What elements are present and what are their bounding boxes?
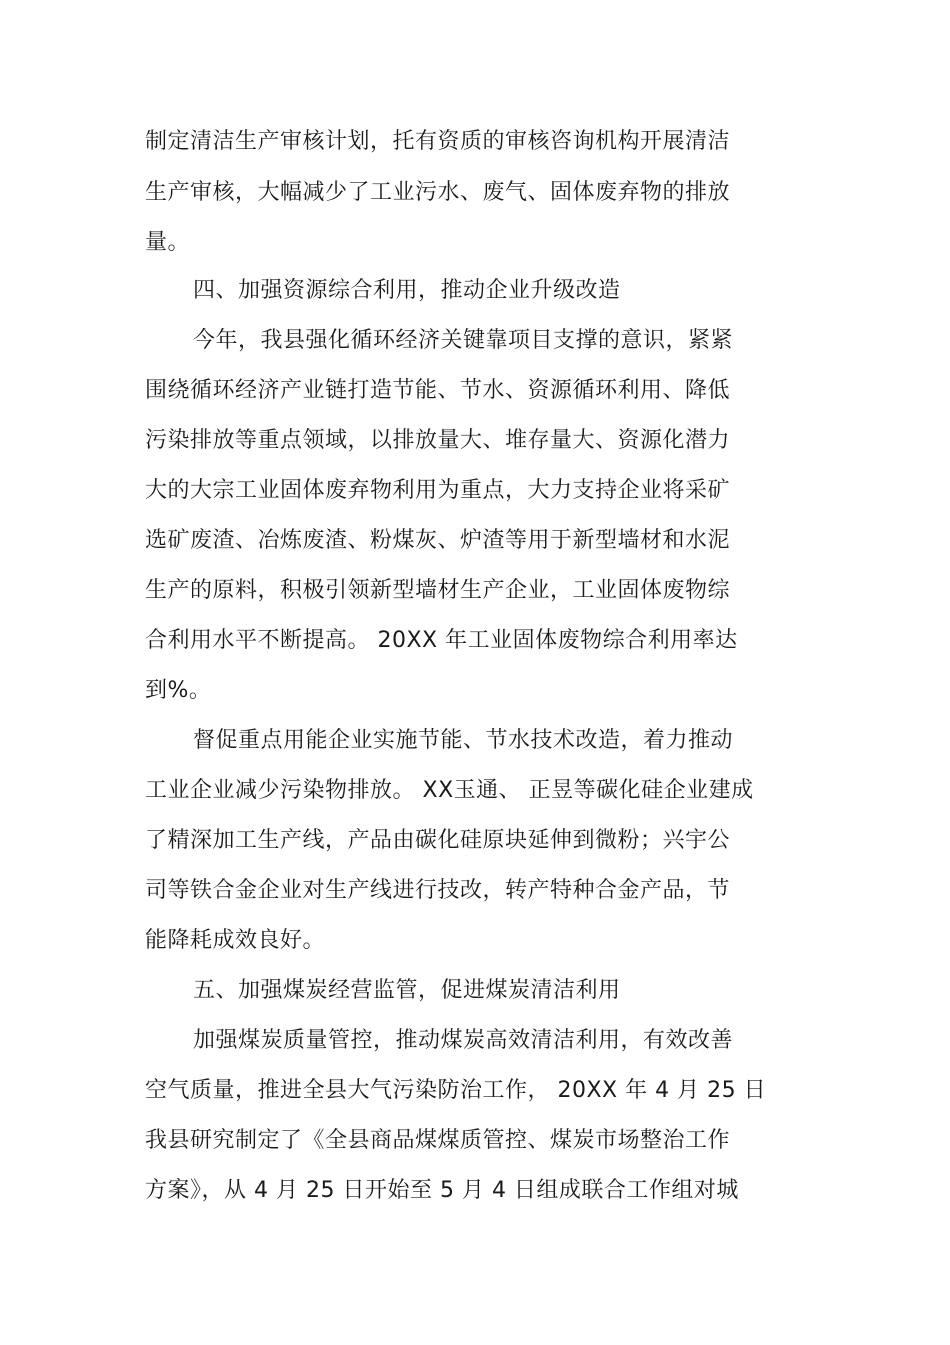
text-line: 空气质量，推进全县大气污染防治工作， 20XX 年 4 月 25 日: [145, 1078, 767, 1103]
text-line: 今年，我县强化循环经济关键靠项目支撑的意识，紧紧: [193, 328, 734, 353]
text-line: 加强煤炭质量管控，推动煤炭高效清洁利用，有效改善: [193, 1028, 734, 1053]
text-line: 污染排放等重点领域，以排放量大、堆存量大、资源化潜力: [145, 428, 731, 453]
section-heading: 四、加强资源综合利用，推动企业升级改造: [193, 278, 621, 303]
text-line: 制定清洁生产审核计划，托有资质的审核咨询机构开展清洁: [145, 129, 731, 154]
text-line: 生产审核，大幅减少了工业污水、废气、固体废弃物的排放: [145, 180, 731, 205]
text-line: 生产的原料，积极引领新型墙材生产企业，工业固体废物综: [145, 578, 731, 603]
text-line: 到%。: [145, 678, 212, 703]
text-line: 能降耗成效良好。: [145, 928, 326, 953]
section-heading: 五、加强煤炭经营监管，促进煤炭清洁利用: [193, 978, 621, 1003]
text-line: 选矿废渣、冶炼废渣、粉煤灰、炉渣等用于新型墙材和水泥: [145, 528, 731, 553]
text-line: 围绕循环经济产业链打造节能、节水、资源循环利用、降低: [145, 378, 731, 403]
text-line: 工业企业减少污染物排放。 XX玉通、 正昱等碳化硅企业建成: [145, 778, 754, 803]
text-line: 司等铁合金企业对生产线进行技改，转产特种合金产品，节: [145, 878, 731, 903]
text-line: 督促重点用能企业实施节能、节水技术改造，着力推动: [193, 728, 734, 753]
text-line: 大的大宗工业固体废弃物利用为重点，大力支持企业将采矿: [145, 478, 731, 503]
text-line: 方案》，从 4 月 25 日开始至 5 月 4 日组成联合工作组对城: [145, 1178, 739, 1203]
text-line: 我县研究制定了《全县商品煤煤质管控、煤炭市场整治工作: [145, 1128, 731, 1153]
text-line: 合利用水平不断提高。 20XX 年工业固体废物综合利用率达: [145, 628, 738, 653]
text-line: 量。: [145, 230, 191, 255]
text-line: 了精深加工生产线，产品由碳化硅原块延伸到微粉；兴宇公: [145, 828, 731, 853]
